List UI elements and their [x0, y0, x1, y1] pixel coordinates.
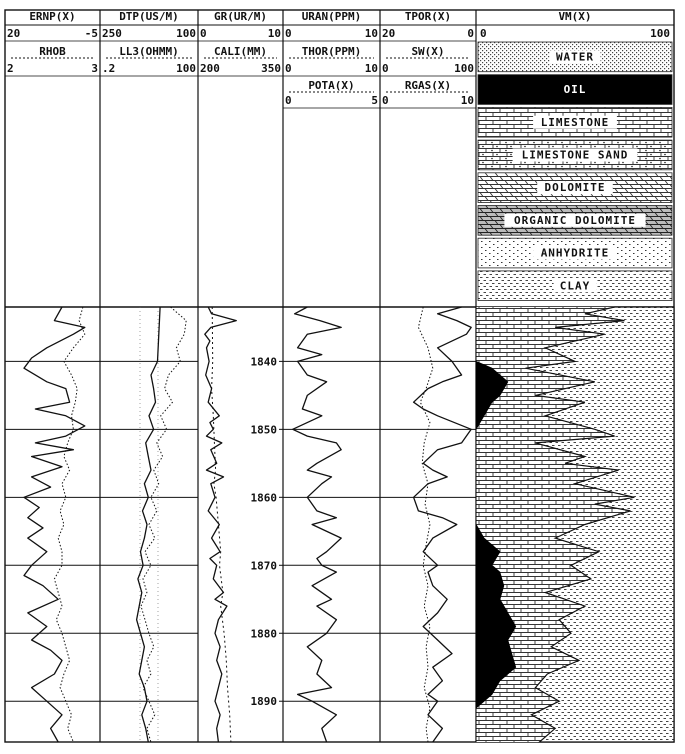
scale-max: 100: [454, 62, 474, 75]
curve-dtp-us-m: [137, 307, 161, 742]
legend-label-water: WATER: [555, 50, 595, 64]
scale-max: 0: [467, 27, 474, 40]
scale-max: 350: [261, 62, 281, 75]
scale-min: 20: [7, 27, 21, 40]
curve-name-dtp-us-m: DTP(US/M): [119, 10, 179, 23]
scale-min: 0: [480, 27, 487, 40]
curve-name-rgas-x: RGAS(X): [404, 79, 452, 92]
legend-label-organic-dolomite: ORGANIC DOLOMITE: [514, 213, 636, 227]
legend-label-oil: OIL: [563, 83, 587, 97]
scale-min: 0: [285, 62, 292, 75]
depth-label-1860: 1860: [250, 491, 277, 505]
scale-max: -5: [84, 27, 98, 40]
curve-name-ernp-x: ERNP(X): [29, 10, 76, 23]
curve-sw-x: [418, 307, 432, 742]
scale-max: 10: [460, 94, 474, 107]
legend-label-limestone: LIMESTONE: [540, 115, 610, 129]
curve-name-rhob: RHOB: [39, 45, 66, 58]
curve-gr-ur-m: [205, 307, 237, 742]
curve-ll3-ohmm: [141, 307, 186, 742]
scale-min: 0: [285, 94, 292, 107]
curve-name-tpor-x: TPOR(X): [404, 10, 452, 23]
scale-min: 0: [285, 27, 292, 40]
depth-label-1880: 1880: [250, 627, 277, 641]
depth-label-1890: 1890: [250, 695, 277, 709]
depth-label-1840: 1840: [250, 355, 277, 369]
scale-max: 10: [364, 62, 378, 75]
curve-name-gr-ur-m: GR(UR/M): [214, 10, 267, 23]
curve-name-thor-ppm: THOR(PPM): [301, 45, 362, 58]
depth-label-1850: 1850: [250, 423, 277, 437]
scale-min: 200: [200, 62, 220, 75]
curve-name-ll3-ohmm: LL3(OHMM): [119, 45, 179, 58]
scale-min: 0: [382, 94, 389, 107]
scale-min: 20: [382, 27, 396, 40]
scale-max: 3: [91, 62, 98, 75]
curve-rhob: [54, 307, 84, 742]
legend-label-limestone-sand: LIMESTONE SAND: [521, 148, 629, 162]
scale-max: 100: [650, 27, 670, 40]
curve-name-pota-x: POTA(X): [308, 79, 355, 92]
curve-name-cali-mm: CALI(MM): [214, 45, 267, 58]
curve-name-uran-ppm: URAN(PPM): [301, 10, 362, 23]
curve-uran-ppm: [293, 307, 342, 742]
legend-label-anhydrite: ANHYDRITE: [540, 246, 610, 260]
curve-tpor-x: [414, 307, 472, 742]
scale-min: 250: [102, 27, 122, 40]
curve-name-vm: VM(X): [558, 10, 592, 23]
scale-min: 2: [7, 62, 14, 75]
curve-ernp-x: [24, 307, 85, 742]
scale-max: 10: [364, 27, 378, 40]
scale-max: 5: [371, 94, 378, 107]
scale-min: 0: [382, 62, 389, 75]
scale-min: 0: [200, 27, 207, 40]
curve-name-sw-x: SW(X): [411, 45, 445, 58]
depth-label-1870: 1870: [250, 559, 277, 573]
scale-max: 100: [176, 62, 196, 75]
scale-max: 10: [267, 27, 281, 40]
scale-max: 100: [176, 27, 196, 40]
legend-label-dolomite: DOLOMITE: [544, 181, 606, 195]
scale-min: .2: [102, 62, 116, 75]
legend-label-clay: CLAY: [559, 279, 591, 293]
